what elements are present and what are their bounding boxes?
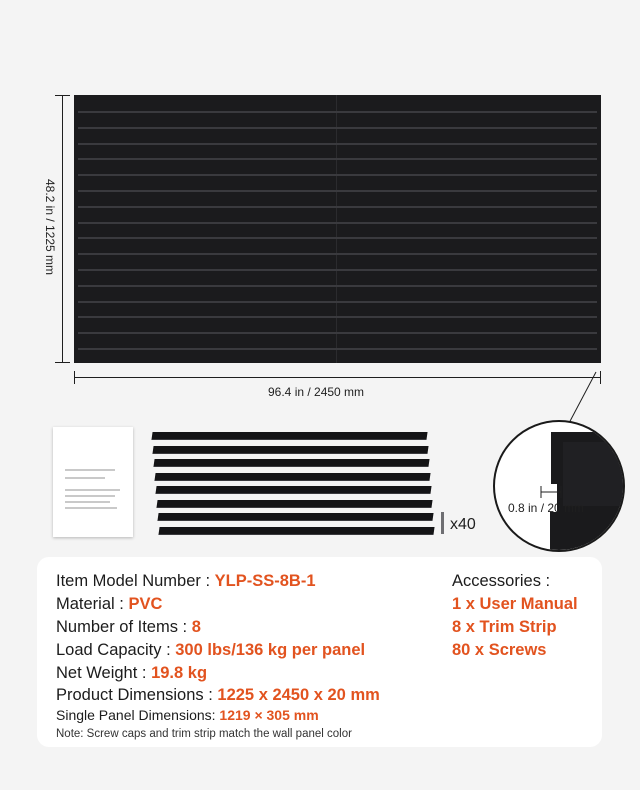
panel-slat [78, 158, 597, 160]
height-dimension-cap-bottom [55, 362, 70, 363]
accessories-title: Accessories : [452, 572, 551, 590]
accessory-item: 1 x User Manual [452, 595, 578, 613]
depth-dimension-label: 0.8 in / 20 mm [508, 501, 585, 515]
panel-slat [78, 143, 597, 145]
user-manual-image [53, 427, 133, 537]
panel-seam [336, 95, 337, 363]
spec-value: 300 lbs/136 kg per panel [175, 641, 366, 659]
spec-value: YLP-SS-8B-1 [214, 572, 316, 590]
trim-strip [156, 500, 432, 508]
spec-value: 8 [191, 618, 201, 636]
spec-value: PVC [128, 595, 163, 613]
spec-value: 1225 x 2450 x 20 mm [217, 686, 380, 704]
spec-number-of-items [56, 618, 201, 637]
width-dimension-cap-left [74, 371, 75, 384]
trim-strip [154, 473, 430, 481]
screw-icon [441, 512, 444, 534]
trim-strip [158, 527, 434, 535]
trim-strip [155, 486, 431, 494]
spec-net-weight [56, 664, 207, 683]
profile-zoom-detail [493, 420, 625, 552]
spec-value: 1219 × 305 mm [219, 707, 319, 723]
panel-profile-icon [495, 422, 623, 550]
panel-slat [78, 253, 597, 255]
panel-slat [78, 332, 597, 334]
spec-model-number [56, 572, 316, 591]
spec-material [56, 595, 162, 614]
panel-slat [78, 285, 597, 287]
accessory-item: 80 x Screws [452, 641, 547, 659]
panel-slat [78, 348, 597, 350]
trim-strip [153, 459, 429, 467]
panel-slat [78, 316, 597, 318]
spec-single-panel-dimensions [56, 707, 319, 723]
panel-slat [78, 222, 597, 224]
panel-slat [78, 111, 597, 113]
panel-slat [78, 301, 597, 303]
spec-label: Material : [56, 595, 129, 613]
spec-product-dimensions [56, 686, 380, 705]
panel-slat [78, 174, 597, 176]
width-dimension-label: 96.4 in / 2450 mm [268, 385, 365, 399]
trim-strip [152, 446, 428, 454]
panel-slat [78, 237, 597, 239]
slatwall-panel-image [74, 95, 601, 363]
spec-label: Single Panel Dimensions: [56, 707, 220, 723]
spec-label: Net Weight : [56, 664, 152, 682]
accessory-item: 8 x Trim Strip [452, 618, 557, 636]
screws-quantity: x40 [450, 516, 476, 533]
width-dimension-cap-right [600, 371, 601, 384]
width-dimension-line [74, 377, 601, 378]
height-dimension-label: 48.2 in / 1225 mm [43, 178, 57, 276]
spec-label: Product Dimensions : [56, 686, 218, 704]
panel-slat [78, 269, 597, 271]
footnote: Note: Screw caps and trim strip match the wall panel color [56, 728, 352, 740]
panel-slat [78, 190, 597, 192]
spec-label: Load Capacity : [56, 641, 176, 659]
spec-load-capacity [56, 641, 365, 660]
spec-label: Number of Items : [56, 618, 192, 636]
spec-value: 19.8 kg [151, 664, 208, 682]
trim-strip [157, 513, 433, 521]
panel-slat [78, 206, 597, 208]
spec-label: Item Model Number : [56, 572, 215, 590]
height-dimension-line [62, 95, 63, 363]
trim-strip [151, 432, 427, 440]
panel-slat [78, 127, 597, 129]
height-dimension-cap-top [55, 95, 70, 96]
